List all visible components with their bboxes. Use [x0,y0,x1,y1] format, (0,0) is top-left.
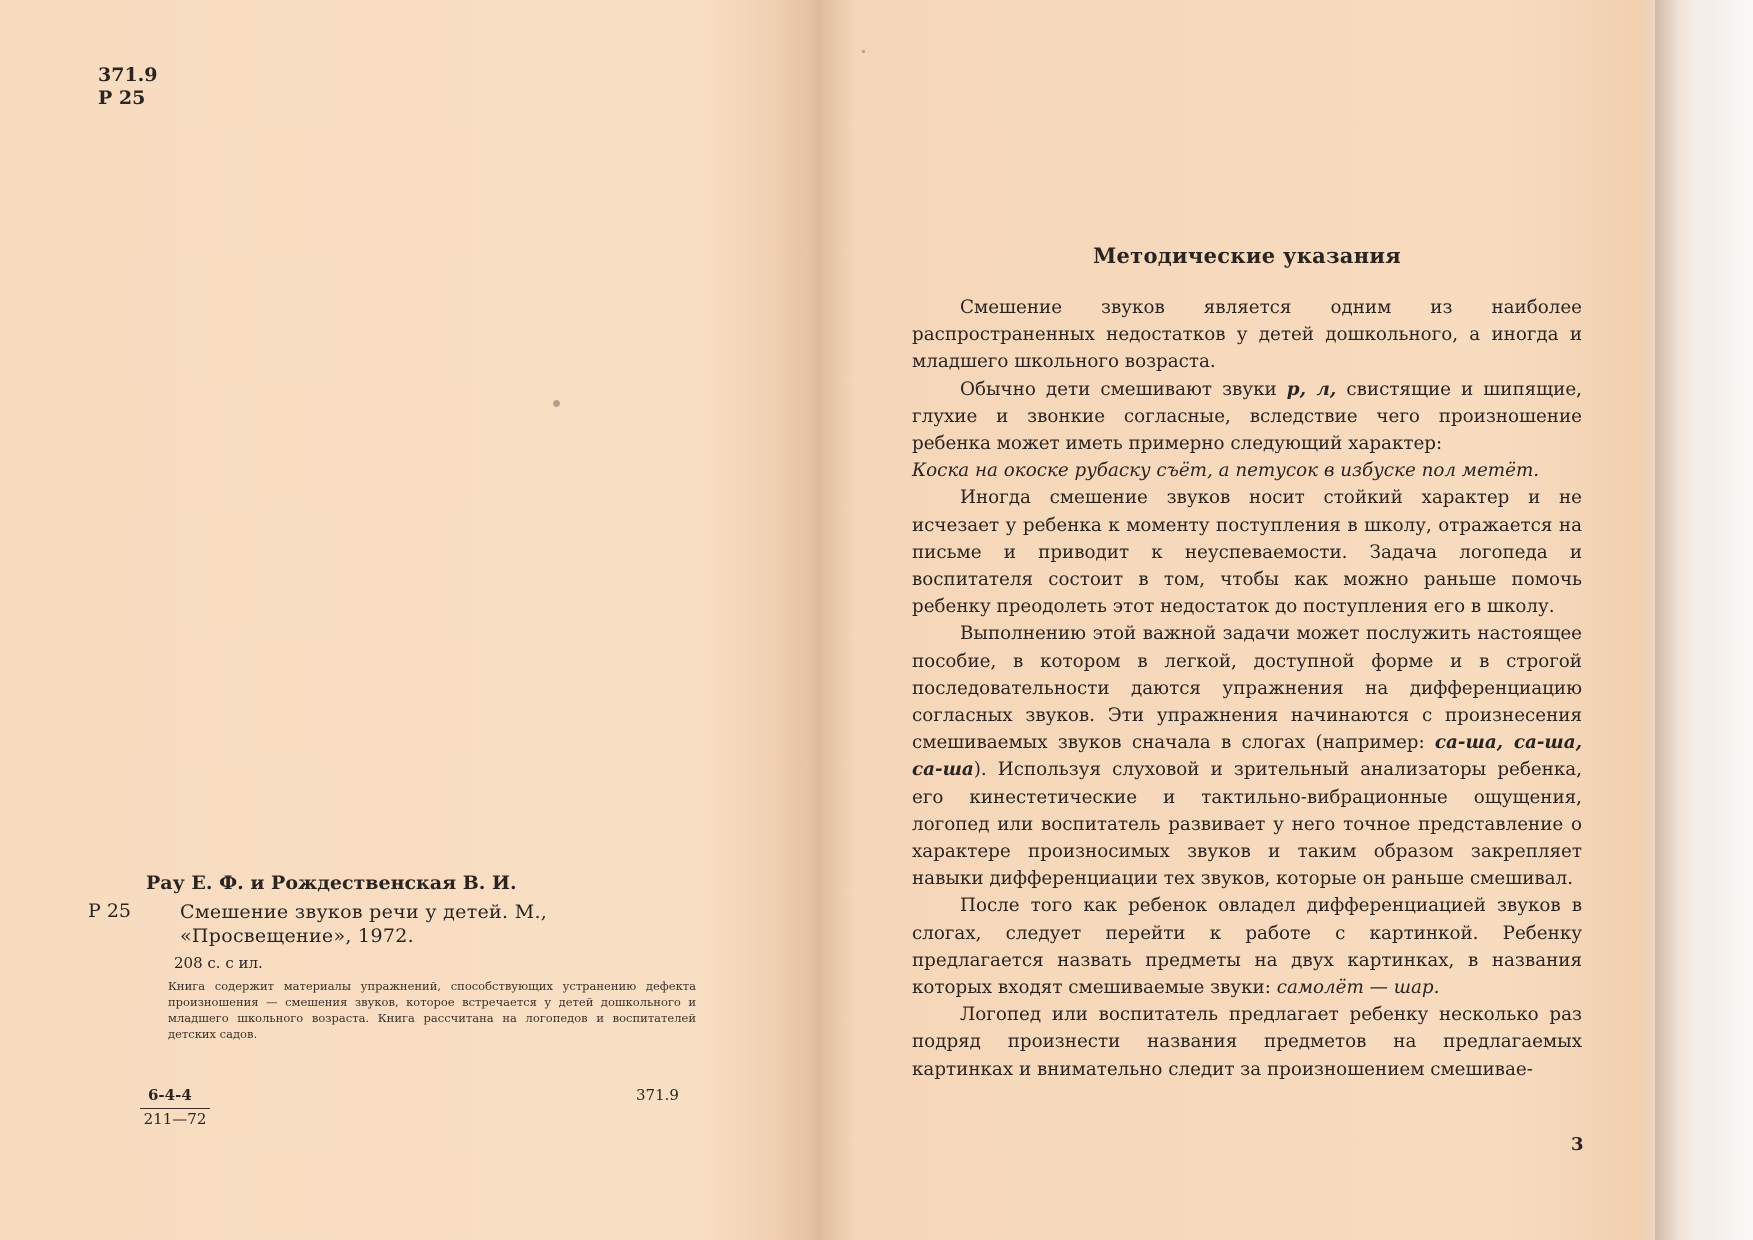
gutter-shadow [775,0,855,1240]
text-run: Выполнению этой важной задачи может послужить настоящее пособие, в котором в легкой, доступной форме и в строгой последовательности даются упражнения на дифференциацию согласных звуков. Эти упражнения начинаются с произнесения смешиваемых звуков сначала в слогах (например: [912,623,1582,754]
authors: Рау Е. Ф. и Рождественская В. И. [146,872,517,894]
paragraph [912,376,1582,485]
paragraph [912,892,1582,1001]
text-run: После того как ребенок овладел дифференциацией звуков в слогах, следует перейти к работе с картинкой. Ребенку предлагается назвать предметы на двух картинках, в названия которых входят смешиваемые звуки: [912,895,1582,999]
index-bottom: 211—72 [140,1108,210,1128]
page-number: 3 [1571,1134,1584,1155]
speech-example: Коска на окоске рубаску съёт, а петусок в избуске пол метёт. [912,460,1540,482]
udc-bottom: 371.9 [636,1086,679,1104]
sounds-example: р, л, [1286,378,1337,400]
index-top: 6-4-4 [148,1086,192,1104]
body-text [912,294,1582,1083]
text-run: свистящие и шипящие, глухие и звонкие согласные, вследствие чего произношение ребенка может иметь примерно следующий характер: [912,378,1582,455]
text-run: ). Используя слуховой и зрительный анализаторы ребенка, его кинестетические и тактильно-вибрационные ощущения, логопед или воспитатель развивает у него точное представление о характере произносимых звуков и таким образом закрепляет навыки дифференциации тех звуков, которые он раньше смешивал. [912,759,1582,890]
paragraph: Иногда смешение звуков носит стойкий характер и не исчезает у ребенка к моменту поступления в школу, отражается на письме и приводит к неуспеваемости. Задача логопеда и воспитателя состоит в том, чтобы как можно раньше помочь ребенку преодолеть этот недостаток до поступления его в школу. [912,487,1582,618]
paragraph [912,620,1582,892]
paper-speck [862,50,865,53]
udc-header [98,64,158,110]
text-run: Обычно дети смешивают звуки [960,378,1287,400]
paragraph: Смешение звуков является одним из наиболее распространенных недостатков у детей дошкольного, а иногда и младшего школьного возраста. [912,297,1582,373]
page-edge [1655,0,1753,1240]
page-count: 208 с. с ил. [174,954,263,972]
udc-code: 371.9 [98,64,158,86]
picture-example: самолёт — шар. [1276,977,1440,999]
author-mark: Р 25 [98,87,146,109]
paper-speck [553,400,560,407]
annotation: Книга содержит материалы упражнений, способствующих устранению дефекта произношения — смешения звуков, которое встречается у детей дошкольного и младшего школьного возраста. Книга рассчитана на логопедов и воспитателей детских садов. [168,979,696,1041]
section-heading: Методические указания [1092,243,1402,268]
book-title: Смешение звуков речи у детей. М., «Просвещение», 1972. [180,901,548,947]
paragraph: Логопед или воспитатель предлагает ребенку несколько раз подряд произнести названия предметов на предлагаемых картинках и внимательно следит за произношением смешивае- [912,1004,1582,1080]
syllable-example: са-ша, са-ша, са-ша [912,732,1582,781]
catalog-code: Р 25 [88,900,132,922]
